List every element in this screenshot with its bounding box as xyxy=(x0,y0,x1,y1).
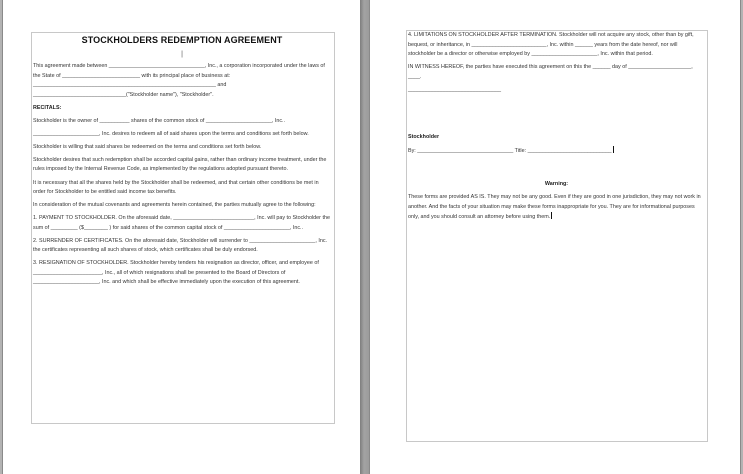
signature-label: Stockholder xyxy=(408,133,440,140)
spacer xyxy=(408,119,705,133)
clause-limitations: 4. LIMITATIONS ON STOCKHOLDER AFTER TERMINATION. Stockholder will not acquire any stock, other than by gift, bequest, or inheritance, in _________________________, Inc. within ______ years from the date hereof, nor will stockholder be a director or otherwise employed by ______________________, Inc. within that period. xyxy=(408,32,694,57)
clause-payment: 1. PAYMENT TO STOCKHOLDER. On the aforesaid date, ___________________________, Inc. will pay to Stockholder the sum of _________ ($________ ) for said shares of the common capital stock of ______________________, Inc.. xyxy=(33,215,330,231)
paragraph-recital-capital-gains: Stockholder desires that such redemption shall be accorded capital gains, rather than ordinary income treatment, under the rules imposed by the Internal Revenue Code, as implemented by the regulations adopted pursuant thereto. xyxy=(33,156,327,173)
page-1-content[interactable] xyxy=(33,34,331,292)
paragraph-recital-desire: ______________________, Inc. desires to redeem all of said shares upon the terms and conditions set forth below. xyxy=(33,130,309,137)
page-2-content[interactable] xyxy=(408,31,705,226)
spacer xyxy=(408,160,705,180)
text-caret xyxy=(551,212,552,219)
recitals-heading: RECITALS: xyxy=(33,104,62,111)
text-cursor: | xyxy=(181,51,183,58)
paragraph-parties: This agreement made between ________________________________, Inc., a corporation incorporated under the laws of the State of __________________________ with its principal place of business at: _____________________________________________________________ and _______________________________("Stockholder name"), "Stockholder". xyxy=(33,63,325,98)
paragraph-recital-willing: Stockholder is willing that said shares be redeemed on the terms and conditions set forth below. xyxy=(33,143,262,150)
document-page-1 xyxy=(3,0,360,474)
page-gap xyxy=(360,0,370,474)
clause-surrender: 2. SURRENDER OF CERTIFICATES. On the aforesaid date, Stockholder will surrender to ______________________, Inc. the certificates representing all such shares of stock, which certificates shall be duly endorsed. xyxy=(33,237,328,254)
warning-text xyxy=(408,193,705,223)
paragraph-recital-owner: Stockholder is the owner of __________ shares of the common stock of ______________________, Inc.. xyxy=(33,117,286,124)
paragraph-consideration: In consideration of the mutual covenants and agreements herein contained, the parties mutually agree to the following: xyxy=(33,202,316,209)
document-title: STOCKHOLDERS REDEMPTION AGREEMENT xyxy=(81,35,283,45)
document-page-2 xyxy=(370,0,740,474)
signature-line-text: By: ________________________________ Title: ____________________________ xyxy=(408,147,612,154)
signature-line-stockholder xyxy=(408,146,705,157)
paragraph-recital-conditions: It is necessary that all the shares held by the Stockholder shall be redeemed, and that certain other conditions be met in order for Stockholder to be entitled said income tax benefits. xyxy=(33,179,319,196)
spacer xyxy=(408,99,705,119)
paragraph-witness: IN WITNESS HEREOF, the parties have executed this agreement on this the ______ day of _____________________, ____. xyxy=(408,64,693,80)
warning-text-body: These forms are provided AS IS. They may not be any good. Even if they are good in one jurisdiction, they may not work in another. And the facts of your situation may make these forms inappropriate for you. They are for informational purposes only, and you should consult an attorney before using them. xyxy=(408,194,701,221)
caret-mark xyxy=(613,146,614,153)
clause-resignation: 3. RESIGNATION OF STOCKHOLDER. Stockholder hereby tenders his resignation as director, officer, and employee of _______________________, Inc., all of which resignations shall be presented to the Board of Directors of ______________________, Inc. and which shall be effective immediately upon the execution of this agreement. xyxy=(33,260,319,286)
signature-line-company: _______________________________ xyxy=(408,86,501,93)
warning-title: Warning: xyxy=(544,180,569,187)
